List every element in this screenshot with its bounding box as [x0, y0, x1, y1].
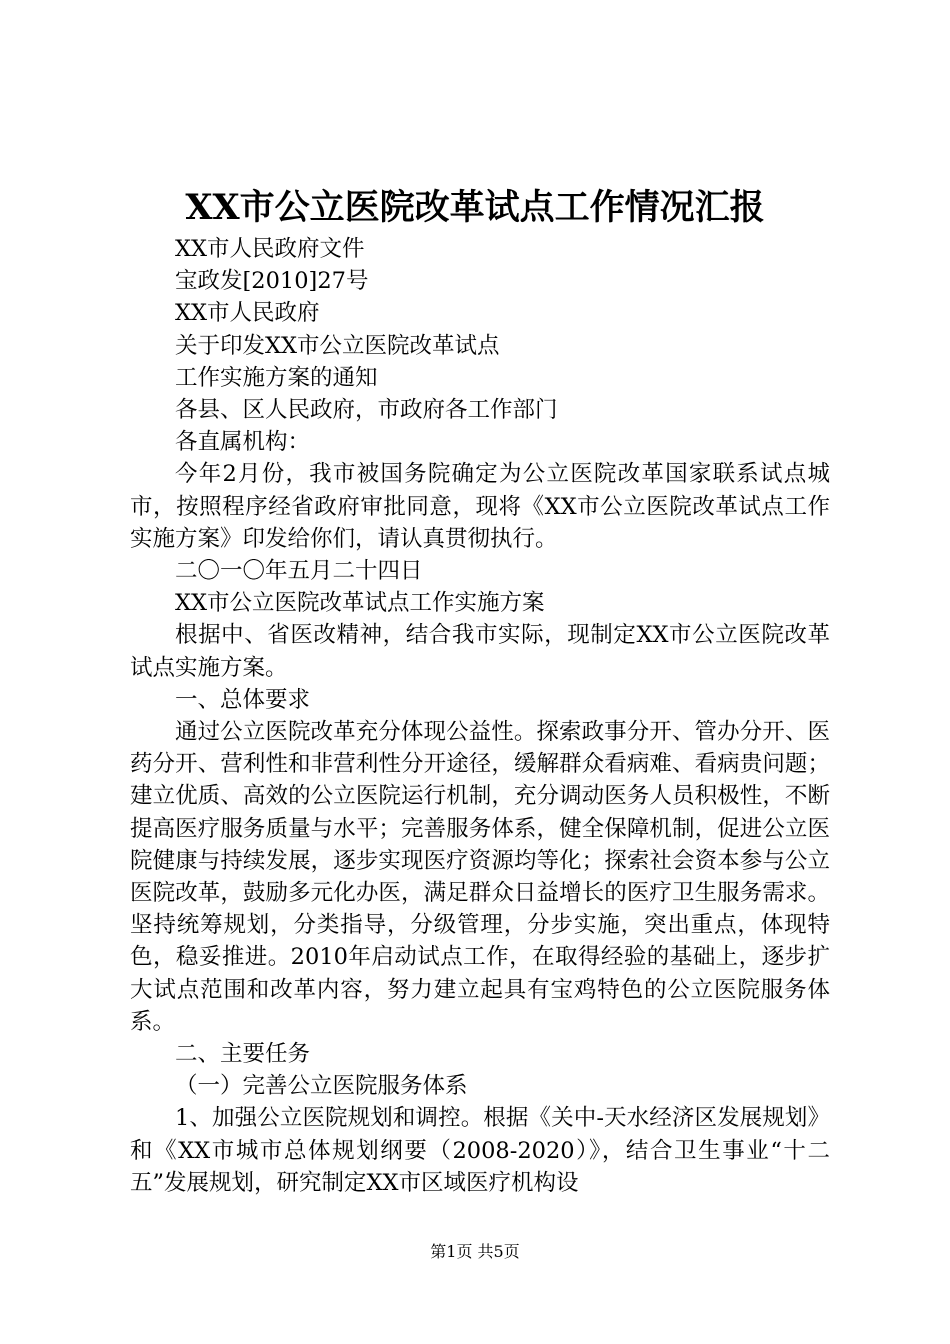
subsection-heading-service-system: （一）完善公立医院服务体系: [175, 1073, 468, 1100]
paragraph-plan-title: XX市公立医院改革试点工作实施方案: [175, 590, 545, 617]
paragraph-notice-body: 今年2月份，我市被国务院确定为公立医院改革国家联系试点城市，按照程序经省政府审批同意，现将《XX市公立医院改革试点工作实施方案》印发给你们，请认真贯彻执行。: [130, 461, 830, 552]
paragraph-recipients-2: 各直属机构：: [175, 429, 311, 456]
paragraph-date: 二〇一〇年五月二十四日: [175, 558, 423, 585]
document-body: [130, 233, 830, 1199]
paragraph-government: XX市人民政府: [175, 300, 320, 327]
section-heading-general: 一、总体要求: [175, 686, 311, 713]
section-heading-tasks: 二、主要任务: [175, 1041, 311, 1068]
paragraph-notice-title-1: 关于印发XX市公立医院改革试点: [175, 332, 500, 359]
paragraph-general-requirements: 通过公立医院改革充分体现公益性。探索政事分开、管办分开、医药分开、营利性和非营利性分开途径，缓解群众看病难、看病贵问题；建立优质、高效的公立医院运行机制，充分调动医务人员积极性，不断提高医疗服务质量与水平；完善服务体系，健全保障机制，促进公立医院健康与持续发展，逐步实现医疗资源均等化；探索社会资本参与公立医院改革，鼓励多元化办医，满足群众日益增长的医疗卫生服务需求。坚持统筹规划，分类指导，分级管理，分步实施，突出重点，体现特色，稳妥推进。2010年启动试点工作，在取得经验的基础上，逐步扩大试点范围和改革内容，努力建立起具有宝鸡特色的公立医院服务体系。: [130, 719, 830, 1035]
paragraph-doc-number: 宝政发[2010]27号: [175, 268, 369, 295]
document-title: XX市公立医院改革试点工作情况汇报: [185, 187, 765, 228]
paragraph-notice-title-2: 工作实施方案的通知: [175, 364, 378, 391]
page-number: 第1页 共5页: [430, 1242, 520, 1261]
paragraph-plan-intro: 根据中、省医改精神，结合我市实际，现制定XX市公立医院改革试点实施方案。: [130, 622, 830, 681]
paragraph-issuer: XX市人民政府文件: [175, 236, 365, 262]
paragraph-recipients: 各县、区人民政府，市政府各工作部门: [175, 397, 558, 424]
paragraph-planning: 1、加强公立医院规划和调控。根据《关中-天水经济区发展规划》和《XX市城市总体规划纲要（2008-2020）》，结合卫生事业“十二五”发展规划，研究制定XX市区域医疗机构设: [130, 1105, 830, 1196]
